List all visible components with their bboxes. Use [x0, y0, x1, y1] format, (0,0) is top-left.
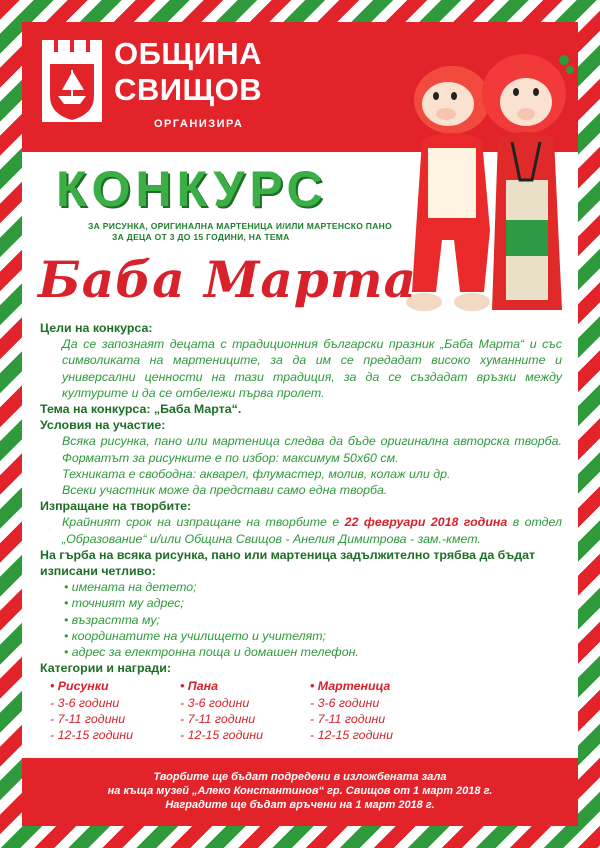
- contest-title: КОНКУРС: [56, 161, 328, 217]
- list-item: • точният му адрес;: [64, 596, 184, 611]
- conditions-text-3: Всеки участник може да представи само една творба.: [62, 483, 388, 498]
- conditions-heading: Условия на участие:: [40, 418, 166, 433]
- martenitsa-dolls-illustration: [402, 30, 578, 330]
- theme-title: Баба Марта: [38, 250, 418, 309]
- required-info-list: [40, 579, 562, 660]
- conditions-text-1: Всяка рисунка, пано или мартеница следва да бъде оригинална авторска творба. Форматът за рисунките е по избор: максимум 50х60 см.: [62, 434, 562, 465]
- back-info-heading: На гърба на всяка рисунка, пано или мартеница задължително трябва да бъдат изписани четливо:: [40, 547, 536, 579]
- list-item: • координатите на училището и учителят;: [64, 628, 326, 643]
- goals-heading: Цели на конкурса:: [40, 321, 153, 335]
- rules-content: [40, 320, 562, 743]
- theme-line: Тема на конкурса: „Баба Марта“.: [40, 402, 242, 417]
- categories-heading: Категории и награди:: [40, 661, 172, 676]
- sending-heading: Изпращане на творбите:: [40, 499, 192, 514]
- organization-name: ОБЩИНА СВИЩОВ: [114, 36, 263, 107]
- category-panels: • Пана - 3-6 години - 7-11 години - 12-15 години: [180, 679, 264, 743]
- conditions-text-2: Техниката е свободна: акварел, флумастер, молив, колаж или др.: [62, 466, 451, 481]
- list-item: • адрес за електронна поща и домашен телефон.: [64, 645, 359, 660]
- sending-text: Крайният срок на изпращане на творбите е 22 февруари 2018 година в отдел „Образование“ и/или Община Свищов - Анелия Димитрова - зам.-кмет.: [62, 515, 562, 546]
- footer-banner: Творбите ще бъдат подредени в изложбената зала на къща музей „Алеко Константинов“ гр. Свищов от 1 март 2018 г. Наградите ще бъдат връчени на 1 март 2018 г.: [22, 758, 578, 826]
- categories-table: [40, 678, 562, 743]
- list-item: • имената на детето;: [64, 580, 197, 595]
- list-item: • възрастта му;: [64, 612, 160, 627]
- category-drawings: • Рисунки - 3-6 години - 7-11 години - 12-15 години: [50, 679, 134, 743]
- deadline: 22 февруари 2018 година: [344, 515, 508, 530]
- castle-ship-crest-icon: [40, 38, 104, 126]
- goals-text: Да се запознаят децата с традиционния български празник „Баба Марта“ и със символиката на мартениците, за да им се предадат високо хуманните и универсални ценности на тази традиция, за да се създадат връзки между културите и да се отбележи първа пролет.: [62, 337, 562, 400]
- organizer-label: ОРГАНИЗИРА: [154, 118, 244, 130]
- poster-body: [22, 22, 578, 826]
- category-martenitsa: • Мартеница - 3-6 години - 7-11 години - 12-15 години: [310, 679, 394, 743]
- contest-subtitle: ЗА РИСУНКА, ОРИГИНАЛНА МАРТЕНИЦА И/ИЛИ МАРТЕНСКО ПАНО ЗА ДЕЦА ОТ 3 ДО 15 ГОДИНИ, НА ТЕМА: [88, 221, 392, 242]
